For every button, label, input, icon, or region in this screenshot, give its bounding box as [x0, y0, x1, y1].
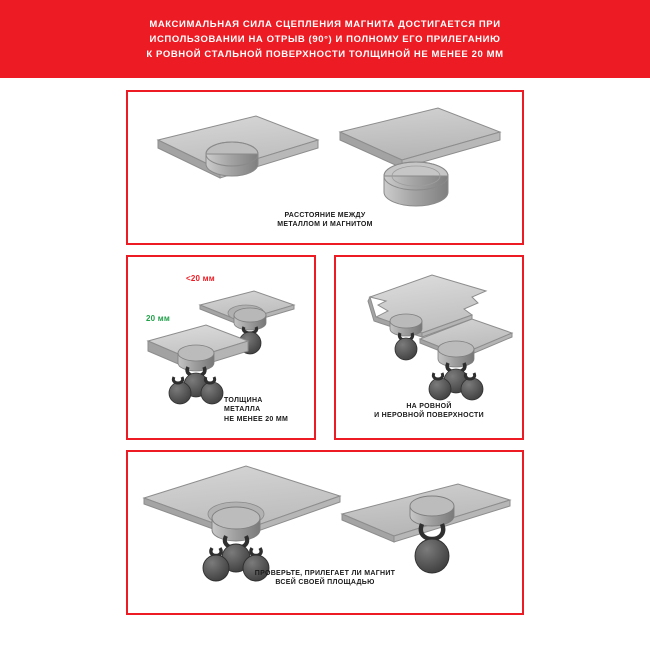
- caption-line: ПРОВЕРЬТЕ, ПРИЛЕГАЕТ ЛИ МАГНИТ: [254, 570, 396, 577]
- banner-line-3: К РОВНОЙ СТАЛЬНОЙ ПОВЕРХНОСТИ ТОЛЩИНОЙ НЕ МЕНЕЕ 20 ММ: [146, 48, 504, 60]
- label-thin-thickness: <20 мм: [186, 274, 215, 283]
- plate-left: [158, 116, 318, 178]
- header-banner: [0, 0, 650, 78]
- caption-contact-area: [128, 569, 522, 587]
- illustration-contact-area: [128, 452, 522, 613]
- banner-text: [90, 17, 560, 62]
- caption-line: ВСЕЙ СВОЕЙ ПЛОЩАДЬЮ: [275, 579, 375, 586]
- banner-line-2: ИСПОЛЬЗОВАНИИ НА ОТРЫВ (90°) И ПОЛНОМУ ЕГО ПРИЛЕГАНИЮ: [149, 33, 501, 45]
- caption-line: НЕ МЕНЕЕ 20 ММ: [224, 415, 289, 423]
- label-thick-thickness: 20 мм: [146, 314, 170, 323]
- panel-metal-thickness: [126, 255, 316, 440]
- banner-line-1: МАКСИМАЛЬНАЯ СИЛА СЦЕПЛЕНИЯ МАГНИТА ДОСТИГАЕТСЯ ПРИ: [149, 18, 501, 30]
- caption-line: РАССТОЯНИЕ МЕЖДУ: [284, 212, 366, 219]
- caption-line: ТОЛЩИНА: [224, 396, 263, 404]
- caption-line: И НЕРОВНОЙ ПОВЕРХНОСТИ: [374, 412, 484, 419]
- panel-distance-between-metal-and-magnet: [126, 90, 524, 245]
- caption-distance: [128, 211, 522, 229]
- plate-right: [340, 108, 500, 168]
- caption-surfaces: [336, 402, 522, 420]
- caption-thickness: [224, 396, 316, 425]
- panel-flat-and-uneven-surface: [334, 255, 524, 440]
- magnet-detached: [384, 162, 448, 206]
- magnet-on-uneven-plate: [390, 314, 422, 360]
- caption-line: МЕТАЛЛОМ И МАГНИТОМ: [277, 221, 373, 228]
- caption-line: МЕТАЛЛА: [224, 406, 261, 413]
- panel-full-contact-area: [126, 450, 524, 615]
- caption-line: НА РОВНОЙ: [406, 403, 452, 410]
